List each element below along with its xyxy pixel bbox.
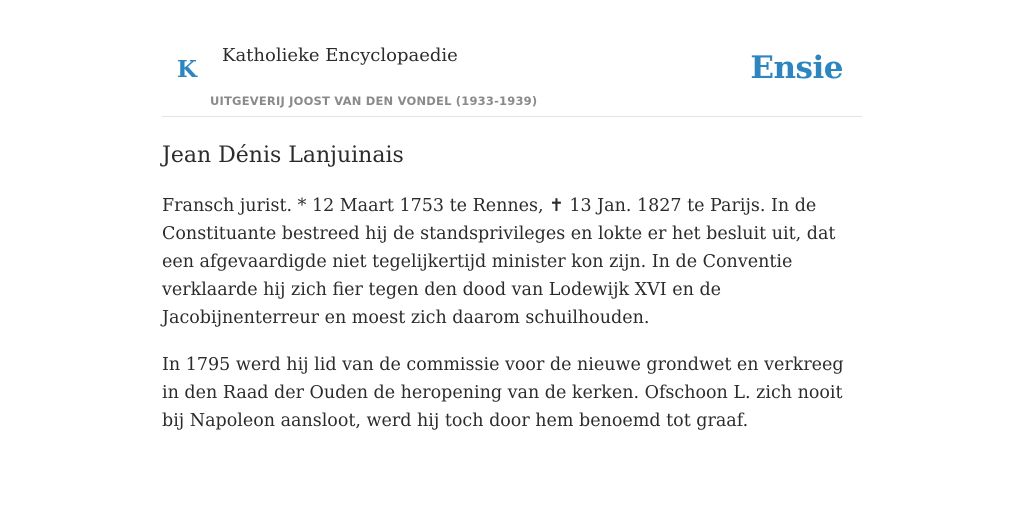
brand-logo[interactable]: Ensie bbox=[750, 50, 843, 86]
page-header bbox=[162, 0, 862, 117]
page-container bbox=[162, 0, 862, 435]
article-title: Jean Dénis Lanjuinais bbox=[162, 143, 404, 168]
article-paragraph: Fransch jurist. * 12 Maart 1753 te Rennes, ✝ 13 Jan. 1827 te Parijs. In de Constituante bestreed hij de standsprivileges en lokte er het besluit uit, dat een afgevaardigde niet tegelijkertijd minister kon zijn. In de Conventie verklaarde hij zich fier tegen den dood van Lodewijk XVI en de Jacobijnenterreur en moest zich daarom schuilhouden. bbox=[162, 196, 836, 328]
article-paragraph: In 1795 werd hij lid van de commissie voor de nieuwe grondwet en verkreeg in den Raad der Ouden de heropening van de kerken. Ofschoon L. zich nooit bij Napoleon aansloot, werd hij toch door hem benoemd tot graaf. bbox=[162, 355, 844, 431]
publication-logo[interactable]: K bbox=[177, 56, 197, 83]
publication-subtitle: UITGEVERIJ JOOST VAN DEN VONDEL (1933-1939) bbox=[210, 94, 538, 108]
publication-title[interactable]: Katholieke Encyclopaedie bbox=[222, 45, 458, 66]
